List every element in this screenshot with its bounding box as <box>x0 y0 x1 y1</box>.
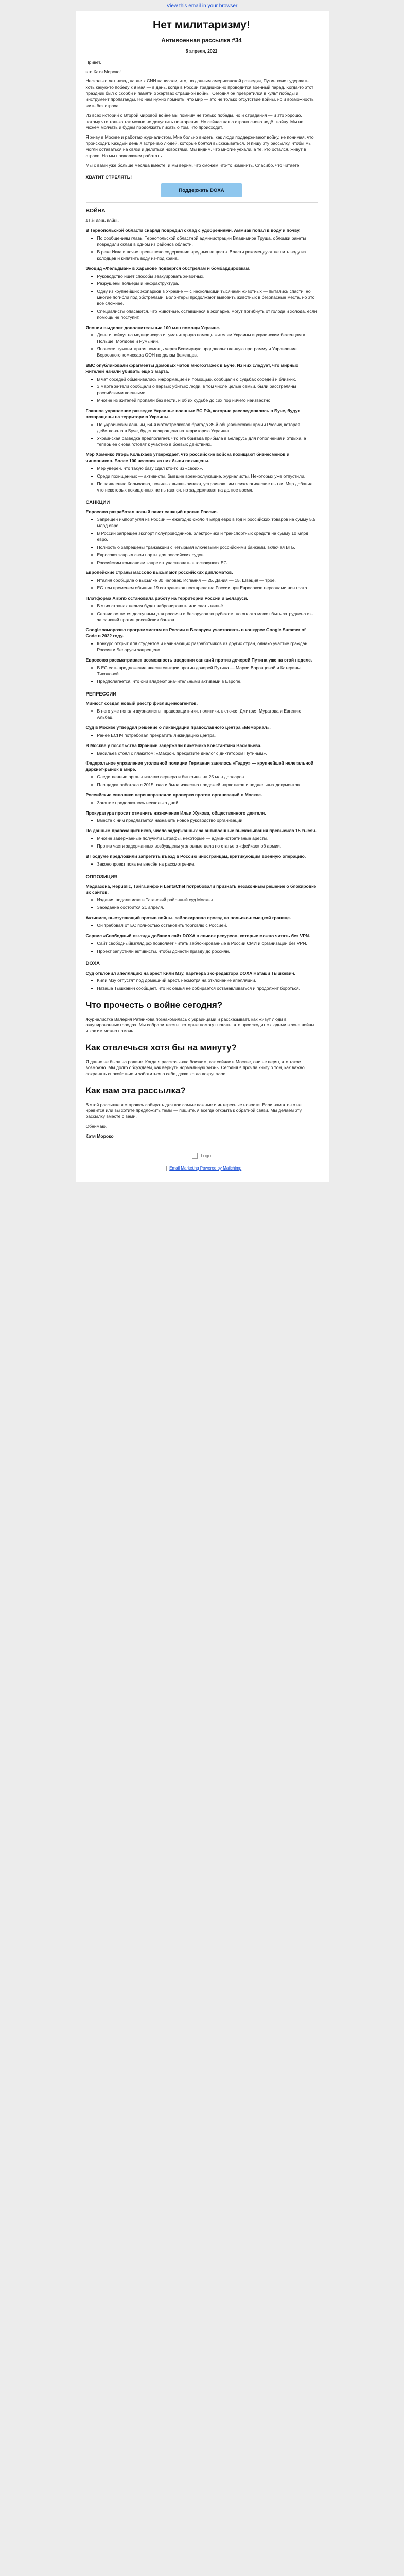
list-item: • Украинская разведка предполагает, что эта бригада прибыла в Беларусь для пополнения и отдыха, а теперь её снова готовят к участию в боевых действиях. <box>97 436 318 448</box>
list-item: • В реке Иква и почве превышено содержание вредных веществ. Власти рекомендуют не пить воду из колодцев и кипятить воду из-под крана. <box>97 249 318 262</box>
divider <box>86 202 318 203</box>
repressions-item-head: Минюст создал новый реестр физлиц-иноагентов. <box>85 701 198 706</box>
sanctions-title: САНКЦИИ <box>85 500 110 506</box>
list-item: • Евросоюз закрыл свои порты для российских судов. <box>97 552 318 558</box>
repressions-item-head: Прокуратура просит отменить назначение Ильи Жукова, общественного деятеля. <box>85 810 266 816</box>
relax-paragraph: Я давно не была на родине. Когда я рассказываю близким, как сейчас в Москве, они не верят, что такое возможно. Мы долго обсуждаем, как вернуть нормальную жизнь. Сегодня я прочла книгу о том, как важно сохранять спокойствие и заботиться о себе, даже когда вокруг хаос. <box>85 1059 305 1077</box>
list-item: • По сообщениям главы Тернопольской областной администрации Владимира Труша, обломки ракеты повредили склад в одном из районов области. <box>97 235 318 248</box>
view-in-browser-link[interactable]: View this email in your browser <box>166 3 238 9</box>
list-item: • Законопроект пока не внесён на рассмотрение. <box>97 861 318 868</box>
repressions-item-head: По данным правозащитников, число задержанных за антивоенные высказывания превысило 15 тысяч. <box>85 828 317 834</box>
list-item: • 3 марта жители сообщали о первых убитых: люди, в том числе целые семьи, были расстреляны российскими военными. <box>97 384 318 396</box>
doxa-items <box>86 971 318 992</box>
doxa-item-head: Суд отклонил апелляцию на арест Кили Мзу, партнера экс-редактора DOXA Наташи Тышкевич. <box>85 970 295 976</box>
war-day-counter: 41-й день войны <box>85 217 120 223</box>
repressions-item-bullets <box>86 836 318 850</box>
opposition-item-bullets <box>86 923 318 929</box>
list-item: • Многие из жителей пропали без вести, и об их судьбе до сих пор ничего неизвестно. <box>97 398 318 404</box>
opposition-item-bullets <box>86 941 318 955</box>
intro-paragraph-3: Я живу в Москве и работаю журналистом. Мне больно видеть, как люди поддерживают войну, не понимая, что происходит. Каждый день я встречаю людей, которые боятся высказываться. Я пишу эту рассылку, чтобы мы могли оставаться на связи и делиться новостями. Мы видим, что многие уехали, а те, кто остался, живут в страхе. Но мы продолжаем работать. <box>85 134 314 158</box>
war-item-bullets <box>86 422 318 448</box>
sanctions-item-bullets <box>86 578 318 591</box>
war-items <box>86 228 318 493</box>
relax-title: Как отвлечься хотя бы на минуту? <box>85 1043 237 1053</box>
doxa-item-bullets <box>86 978 318 992</box>
support-doxa-button[interactable]: Поддержать DOXA <box>161 183 241 197</box>
opposition-item-head: Активист, выступающий против войны, заблокировал проезд на польско-немецкой границе. <box>85 915 291 921</box>
war-item-bullets <box>86 466 318 493</box>
list-item: • Сервис остается доступным для россиян и белорусов за рубежом, но оплата может быть затруднена из-за санкций против российских банков. <box>97 611 318 623</box>
list-item: • Среди похищенных — активисты, бывшие военнослужащие, журналисты. Некоторых уже отпустили. <box>97 473 318 480</box>
signoff-hug: Обнимаю, <box>85 1124 107 1129</box>
signoff-name: Катя Мороко <box>85 1133 114 1139</box>
list-item: • Полностью запрещены транзакции с четырьмя ключевыми российскими банками, включая ВТБ. <box>97 545 318 551</box>
repressions-item-bullets <box>86 733 318 739</box>
opposition-item-head: Сервис «Свободный взгляд» добавил сайт DOXA в список ресурсов, которые можно читать без VPN. <box>85 933 310 938</box>
newsletter-title: Нет милитаризму! <box>153 19 250 31</box>
list-item: • По украинским данным, 64-я мотострелковая бригада 35-й общевойсковой армии России, которая действовала в Буче, будет возвращена на территорию Украины. <box>97 422 318 434</box>
repressions-item-bullets <box>86 774 318 788</box>
list-item: • Деньги пойдут на медицинскую и гуманитарную помощь жителям Украины и украинским беженцам в Польше, Молдове и Румынии. <box>97 332 318 345</box>
repressions-items <box>86 701 318 867</box>
war-item-bullets <box>86 235 318 261</box>
list-item: • Руководство ищет способы эвакуировать животных. <box>97 274 318 280</box>
list-item: • Японская гуманитарная помощь через Всемирную продовольственную программу и Управление Верховного комиссара ООН по делам беженцев. <box>97 346 318 359</box>
list-item: • Против части задержанных возбуждены уголовные дела по статье о «фейках» об армии. <box>97 843 318 850</box>
opposition-item-bullets <box>86 897 318 911</box>
list-item: • Проект запустили активисты, чтобы донести правду до россиян. <box>97 948 318 955</box>
list-item: • Специалисты опасаются, что животные, оставшиеся в экопарке, могут погибнуть от голода и холода, если помощь не поступит. <box>97 309 318 321</box>
war-item-head: ВВС опубликовали фрагменты домовых чатов многоэтажек в Буче. Из них следует, что мирных жителей начали убивать ещё 3 марта. <box>85 362 298 374</box>
list-item: • Кили Мзу отпустят под домашний арест, несмотря на отклонение апелляции. <box>97 978 318 984</box>
list-item: • Он требовал от ЕС полностью остановить торговлю с Россией. <box>97 923 318 929</box>
list-item: • Заседание состоится 21 апреля. <box>97 905 318 911</box>
sanctions-item-head: Евросоюз разработал новый пакет санкций против России. <box>85 509 218 515</box>
list-item: • Конкурс открыт для студентов и начинающих разработчиков из других стран, однако участие граждан России и Беларуси запрещено. <box>97 641 318 653</box>
logo-alt-text: Logo <box>200 1153 212 1158</box>
footer-logo <box>163 1148 240 1163</box>
newsletter-subtitle: Антивоенная рассылка #34 <box>161 37 242 44</box>
list-item: • Разрушены вольеры и инфраструктура. <box>97 281 318 287</box>
list-item: • Предполагается, что они владеют значительными активами в Европе. <box>97 679 318 685</box>
sanctions-item-bullets <box>86 603 318 623</box>
list-item: • Ранее ЕСПЧ потребовал прекратить ликвидацию центра. <box>97 733 318 739</box>
read-title: Что прочесть о войне сегодня? <box>85 1000 223 1010</box>
repressions-item-head: Федеральное управление уголовной полиции Германии занялось «Гедру» — крупнейшей нелегальной даркнет-рынок в мире. <box>85 760 314 772</box>
repressions-item-head: Российские силовики перенаправляли проверки против организаций в Москве. <box>85 792 262 798</box>
support-button-wrap <box>86 183 318 197</box>
newsletter-date: 5 апреля, 2022 <box>185 48 218 54</box>
list-item: • Одну из крупнейших экопарков в Украине — с несколькими тысячами животных — пытались спасти, но многие погибли под обстрелами. Волонтёры продолжают вывозить животных в безопасные места, но это всё сложнее. <box>97 289 318 307</box>
war-item-head: Экоцид «Фельдман» в Харькове подвергся обстрелам и бомбардировкам. <box>85 265 251 271</box>
list-item: • Наташа Тышкевич сообщает, что их семья не собирается останавливаться и продолжит бороться. <box>97 986 318 992</box>
list-item: • Занятие продолжалось несколько дней. <box>97 800 318 806</box>
list-item: • Российским компаниям запретят участвовать в госзакупках ЕС. <box>97 560 318 566</box>
war-item-head: Главное управление разведки Украины: военные ВС РФ, которые расследовались в Буче, будут возвращены на территорию Украины. <box>85 408 300 419</box>
broken-image-icon <box>192 1153 198 1159</box>
war-item-head: В Тернопольской области снаряд повредил склад с удобрениями. Аммиак попал в воду и почву. <box>85 228 301 233</box>
repressions-item-bullets <box>86 800 318 806</box>
war-item-head: Мэр Хоменко Игорь Колыхаев утверждает, что российские войска похищают бизнесменов и чиновников. Более 100 человек из них были похищены. <box>85 452 290 464</box>
feedback-title: Как вам эта рассылка? <box>85 1086 186 1096</box>
war-section-title: ВОЙНА <box>85 208 106 214</box>
doxa-title: DOXA <box>85 961 100 967</box>
repressions-item-bullets <box>86 861 318 868</box>
war-item-bullets <box>86 332 318 358</box>
list-item: • Сайт свободныйвзгляд.рф позволяет читать заблокированные в России СМИ и организации без VPN. <box>97 941 318 947</box>
author-line: это Катя Мороко! <box>85 69 121 74</box>
preheader <box>0 0 404 11</box>
list-item: • Издания подали иски в Таганский районный суд Москвы. <box>97 897 318 903</box>
opposition-items <box>86 884 318 955</box>
list-item: • В ЕС есть предложение ввести санкции против дочерей Путина — Марии Воронцовой и Катерины Тихоновой. <box>97 665 318 677</box>
sanctions-items <box>86 509 318 685</box>
war-item-bullets <box>86 274 318 321</box>
read-paragraph: Журналистка Валерия Ратникова познакомилась с украинцами и рассказывает, как живут люди в оккупированных городах. Мы собрали тексты, которые помогут понять, что происходит с людьми в зоне войны и как им можно помочь. <box>85 1016 314 1034</box>
list-item: • Многие задержанные получили штрафы, некоторые — административные аресты. <box>97 836 318 842</box>
sanctions-item-bullets <box>86 517 318 566</box>
intro-paragraph-1: Несколько лет назад на днях СNN написали, что, по данным американской разведки, Путин хочет удержать хоть какую-то победу к 9 мая — в день, когда в России традиционно проводится военный парад. Когда-то этот праздник был о скорби и памяти о жертвах страшной войны. Сегодня он превратился в культ победы и инструмент пропаганды. Но нам нужно помнить, что мир — это не только отсутствие войны, но и возможность жить без страха. <box>85 78 314 108</box>
opposition-item-head: Медиазона, Republic, Тайга.инфо и LentaChel потребовали признать незаконным решение о блокировке их сайтов. <box>85 883 317 895</box>
footer <box>86 1148 318 1172</box>
newsletter-card <box>76 11 329 1182</box>
list-item: • Вместе с ним предлагается назначить новое руководство организации. <box>97 818 318 824</box>
repressions-item-bullets <box>86 708 318 721</box>
list-item: • Васильев стоял с плакатом: «Макрон, прекратите диалог с диктатором Путиным». <box>97 751 318 757</box>
opposition-title: ОППОЗИЦИЯ <box>85 874 118 880</box>
feedback-paragraph: В этой рассылке я стараюсь собирать для вас самые важные и интересные новости. Если вам что-то не нравится или вы хотите предложить темы — пишите, я всегда открыта к обратной связи. Мы делаем эту рассылку вместе с вами. <box>85 1101 302 1120</box>
list-item: • В него уже попали журналисты, правозащитники, политики, включая Дмитрия Муратова и Евгению Альбац. <box>97 708 318 721</box>
repressions-item-bullets <box>86 818 318 824</box>
list-item: • Мэр уверен, что такую базу сдал кто-то из «своих». <box>97 466 318 472</box>
sanctions-item-head: Европейские страны массово высылают российских дипломатов. <box>85 570 233 575</box>
repressions-item-head: В Госдуме предложили запретить въезд в Россию иностранцам, критикующим военную операцию. <box>85 853 306 859</box>
sanctions-item-bullets <box>86 665 318 685</box>
sanctions-item-head: Платформа Airbnb остановила работу на территории России и Беларуси. <box>85 595 248 601</box>
sanctions-item-bullets <box>86 641 318 653</box>
sanctions-item-head: Google заморозил программистам из России и Беларуси участвовать в конкурсе Google Summer of Code в 2022 году. <box>85 627 306 639</box>
list-item: • Запрещен импорт угля из России — ежегодно около 4 млрд евро в год и российских товаров на сумму 5,5 млрд евро. <box>97 517 318 529</box>
repressions-item-head: Суд в Москве утвердил решение о ликвидации православного центра «Мемориал». <box>85 724 271 730</box>
intro-paragraph-2: Из всех историй о Второй мировой войне мы помним не только победы, но и страдания — и это хорошо, потому что только так можно не допустить повторения. Но сейчас наша страна снова ведёт войну. Мы не можем молчать и будем продолжать писать о том, что происходит. <box>85 112 304 130</box>
list-item: • ЕС тем временем объявил 19 сотрудников постпредства России при Евросоюзе персонами нон грата. <box>97 585 318 591</box>
sanctions-item-head: Евросоюз рассматривает возможность введения санкций против дочерей Путина уже на этой неделе. <box>85 657 312 663</box>
list-item: • Италия сообщила о высылке 30 человек, Испания — 25, Дания — 15, Швеция — трое. <box>97 578 318 584</box>
mailchimp-link[interactable]: Email Marketing Powered by Mailchimp <box>169 1165 242 1171</box>
support-title: ХВАТИТ СТРЕЛЯТЬ! <box>85 174 132 180</box>
list-item: • Площадка работала с 2015 года и была известна продажей наркотиков и поддельных документов. <box>97 782 318 788</box>
list-item: • По заявлению Колыхаева, пожилых вышвыривают, устраивают им психологические пытки. Мэр добавил, что некоторых похищенных не пытаются, но задерживают на долгое время. <box>97 481 318 494</box>
list-item: • В России запрещен экспорт полупроводников, электроники и транспортных средств на сумму 10 млрд евро. <box>97 531 318 543</box>
repressions-item-head: В Москве у посольства Франции задержали пикетчика Константина Васильева. <box>85 742 262 748</box>
list-item: • В чат соседей обменивались информацией и помощью, сообщали о судьбах соседей и близких. <box>97 377 318 383</box>
greeting: Привет, <box>85 59 101 65</box>
repressions-item-bullets <box>86 751 318 757</box>
intro-paragraph-4: Мы с вами уже больше месяца вместе, и мы верим, что сможем что-то изменить. Спасибо, что читаете. <box>85 162 301 168</box>
list-item: • В этих странах нельзя будет забронировать или сдать жильё. <box>97 603 318 609</box>
war-item-bullets <box>86 377 318 404</box>
repressions-title: РЕПРЕССИИ <box>85 691 117 698</box>
war-item-head: Японии выделит дополнительные 100 млн помощи Украине. <box>85 325 220 330</box>
mailchimp-icon <box>162 1166 167 1171</box>
list-item: • Следственные органы изъяли сервера и биткоины на 25 млн долларов. <box>97 774 318 781</box>
